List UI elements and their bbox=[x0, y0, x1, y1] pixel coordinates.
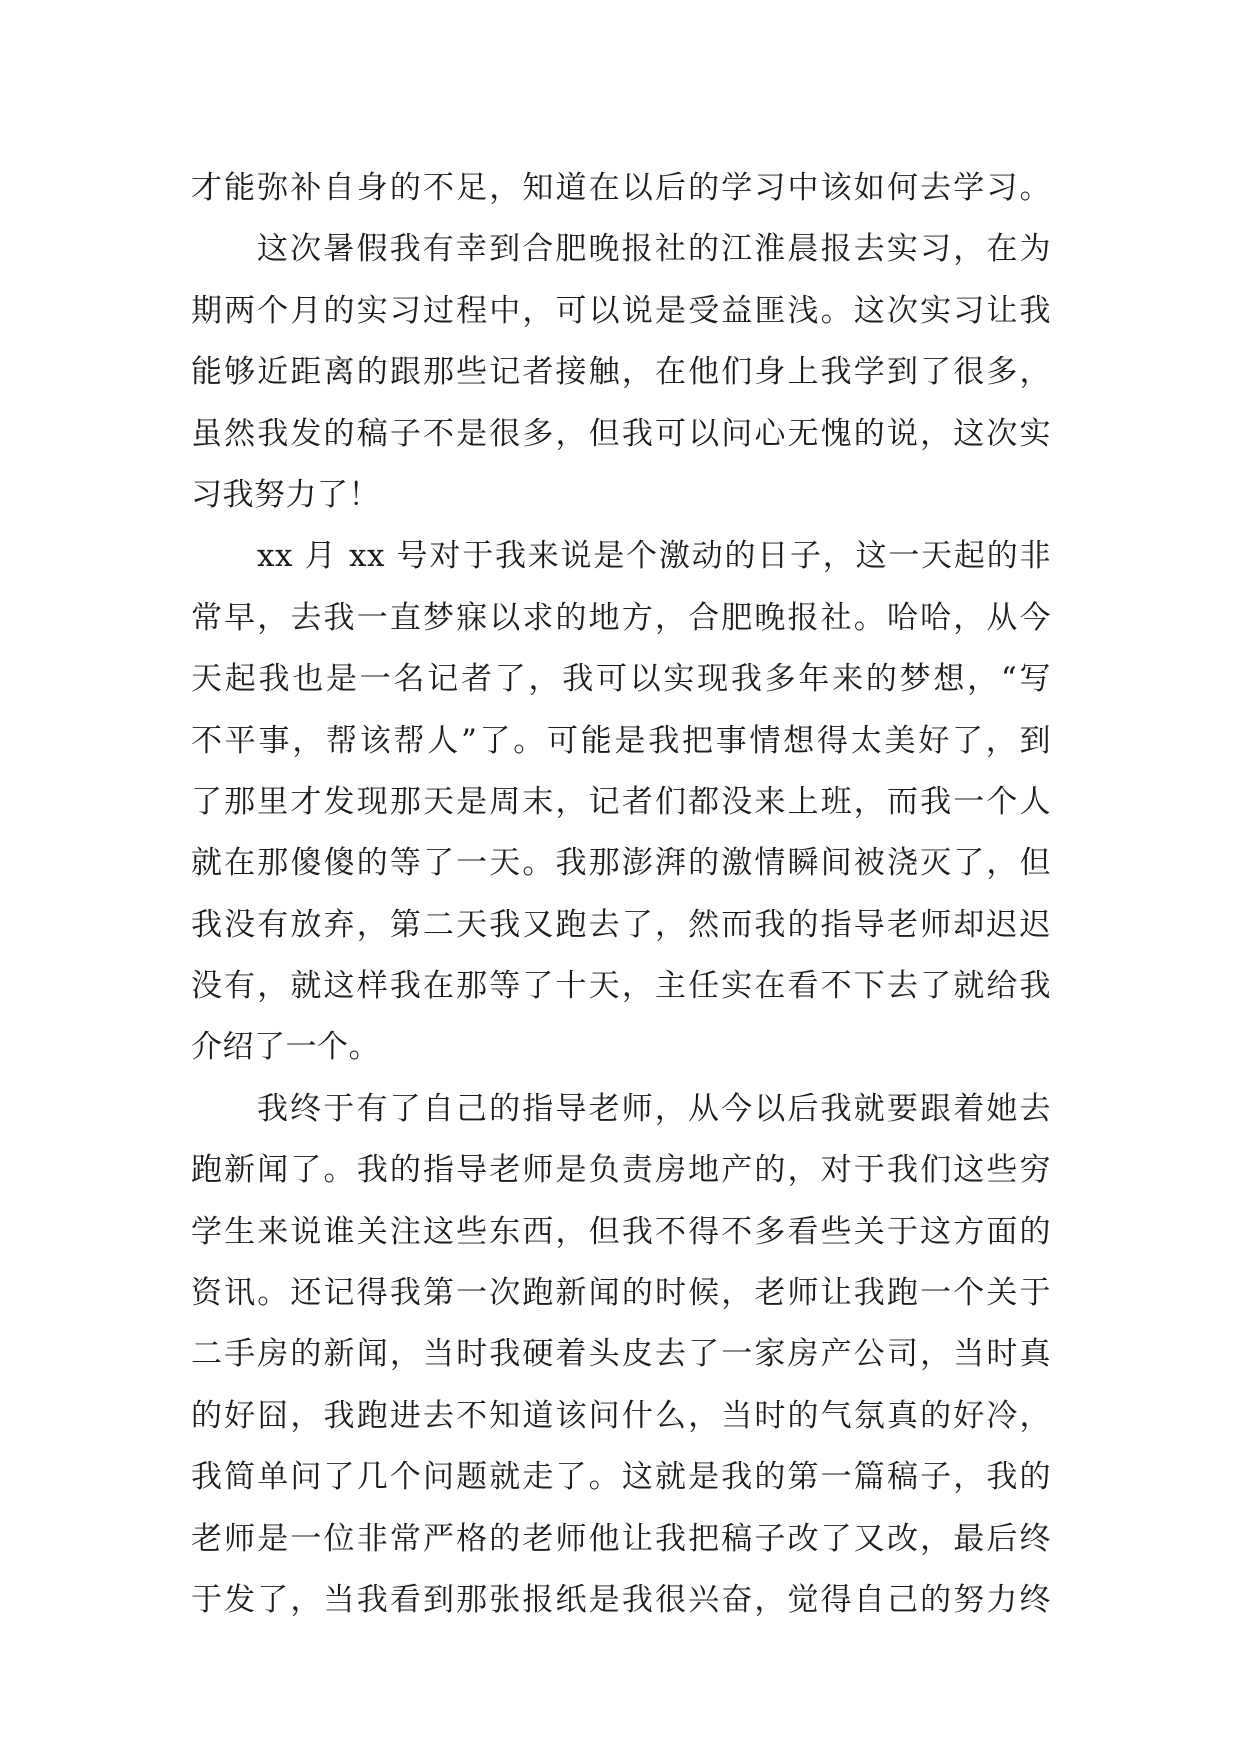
text-line: 常早，去我一直梦寐以求的地方，合肥晚报社。哈哈，从今 bbox=[191, 599, 1051, 636]
text-line: 天起我也是一名记者了，我可以实现我多年来的梦想，“写 bbox=[191, 661, 1051, 698]
text-line: 就在那傻傻的等了一天。我那澎湃的激情瞬间被浇灭了，但 bbox=[191, 845, 1051, 882]
text-line: 我没有放弃，第二天我又跑去了，然而我的指导老师却迟迟 bbox=[191, 906, 1051, 943]
text-line: 期两个月的实习过程中，可以说是受益匪浅。这次实习让我 bbox=[191, 292, 1051, 329]
text-line: 能够近距离的跟那些记者接触，在他们身上我学到了很多， bbox=[191, 354, 1051, 391]
text-line: 没有，就这样我在那等了十天，主任实在看不下去了就给我 bbox=[191, 968, 1051, 1005]
text-line: 习我努力了！ bbox=[191, 476, 380, 513]
text-line: 才能弥补自身的不足，知道在以后的学习中该如何去学习。 bbox=[191, 170, 1051, 206]
text-line: 的好囧，我跑进去不知道该问什么，当时的气氛真的好冷， bbox=[191, 1397, 1051, 1434]
text-line: 虽然我发的稿子不是很多，但我可以问心无愧的说，这次实 bbox=[191, 415, 1051, 452]
text-line: 学生来说谁关注这些东西，但我不得不多看些关于这方面的 bbox=[191, 1213, 1051, 1250]
text-line: xx 月 xx 号对于我来说是个激动的日子，这一天起的非 bbox=[257, 538, 1051, 575]
text-line: 我简单问了几个问题就走了。这就是我的第一篇稿子，我的 bbox=[191, 1459, 1051, 1496]
text-line: 这次暑假我有幸到合肥晚报社的江淮晨报去实习，在为 bbox=[257, 231, 1051, 268]
text-line: 于发了，当我看到那张报纸是我很兴奋，觉得自己的努力终 bbox=[191, 1581, 1051, 1618]
text-line: 了那里才发现那天是周末，记者们都没来上班，而我一个人 bbox=[191, 783, 1051, 820]
text-line: 资讯。还记得我第一次跑新闻的时候，老师让我跑一个关于 bbox=[191, 1275, 1051, 1312]
text-line: 介绍了一个。 bbox=[191, 1029, 380, 1066]
text-line: 老师是一位非常严格的老师他让我把稿子改了又改，最后终 bbox=[191, 1520, 1051, 1557]
text-line: 我终于有了自己的指导老师，从今以后我就要跟着她去 bbox=[257, 1090, 1051, 1127]
document-body bbox=[191, 158, 1051, 1631]
text-line: 二手房的新闻，当时我硬着头皮去了一家房产公司，当时真 bbox=[191, 1336, 1051, 1373]
text-line: 不平事，帮该帮人”了。可能是我把事情想得太美好了，到 bbox=[191, 722, 1051, 759]
text-line: 跑新闻了。我的指导老师是负责房地产的，对于我们这些穷 bbox=[191, 1152, 1051, 1189]
